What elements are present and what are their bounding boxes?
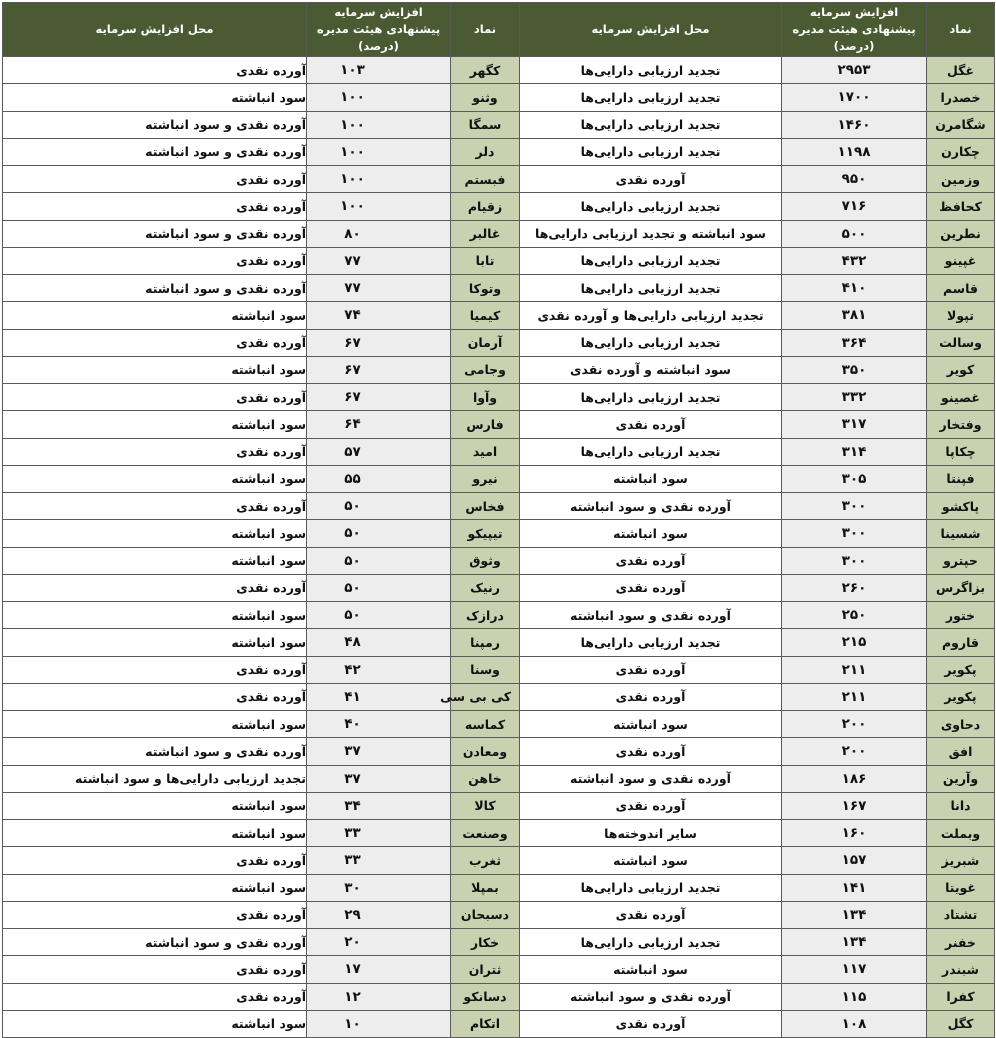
increase-percent-cell: ۱۰۰: [307, 166, 451, 193]
source-cell: تجدید ارزیابی دارایی‌ها: [520, 874, 782, 901]
table-row: [3, 247, 995, 274]
symbol-cell: خفنر: [927, 929, 995, 956]
source-cell: سود انباشته: [3, 820, 307, 847]
source-cell: آورده نقدی: [520, 574, 782, 601]
table-row: [3, 111, 995, 138]
symbol-cell: خکار: [451, 929, 520, 956]
symbol-cell: وجامی: [451, 356, 520, 383]
symbol-cell: شگامرن: [927, 111, 995, 138]
table-row: [3, 602, 995, 629]
table-body: [3, 57, 995, 1038]
symbol-cell: نطرین: [927, 220, 995, 247]
source-cell: سود انباشته: [3, 356, 307, 383]
symbol-cell: کالا: [451, 792, 520, 819]
table-row: [3, 520, 995, 547]
source-cell: تجدید ارزیابی دارایی‌ها: [520, 384, 782, 411]
source-cell: سود انباشته: [3, 711, 307, 738]
increase-percent-cell: ۱۶۰: [782, 820, 927, 847]
increase-percent-cell: ۱۱۷: [782, 956, 927, 983]
increase-percent-cell: ۳۰: [307, 874, 451, 901]
source-cell: سود انباشته: [3, 411, 307, 438]
increase-percent-cell: ۴۱: [307, 683, 451, 710]
source-cell: آورده نقدی و سود انباشته: [3, 138, 307, 165]
header-increase-left: افزایش سرمایه پیشنهادی هیئت مدیره (درصد): [307, 3, 451, 57]
symbol-cell: کفرا: [927, 983, 995, 1010]
symbol-cell: کحافظ: [927, 193, 995, 220]
increase-percent-cell: ۱۱۹۸: [782, 138, 927, 165]
increase-percent-cell: ۱۳۴: [782, 929, 927, 956]
increase-percent-cell: ۳۶۴: [782, 329, 927, 356]
increase-percent-cell: ۲۱۱: [782, 656, 927, 683]
source-cell: تجدید ارزیابی دارایی‌ها: [520, 57, 782, 84]
symbol-cell: پاکشو: [927, 493, 995, 520]
increase-percent-cell: ۵۷: [307, 438, 451, 465]
symbol-cell: قاروم: [927, 629, 995, 656]
table-header-row: [3, 3, 995, 57]
source-cell: آورده نقدی: [3, 247, 307, 274]
header-increase-right: افزایش سرمایه پیشنهادی هیئت مدیره (درصد): [782, 3, 927, 57]
increase-percent-cell: ۵۰: [307, 520, 451, 547]
increase-percent-cell: ۱۷۰۰: [782, 84, 927, 111]
source-cell: سود انباشته: [520, 520, 782, 547]
table-row: [3, 1010, 995, 1037]
symbol-cell: وثنو: [451, 84, 520, 111]
increase-percent-cell: ۱۵۷: [782, 847, 927, 874]
source-cell: آورده نقدی: [3, 574, 307, 601]
increase-percent-cell: ۲۵۰: [782, 602, 927, 629]
source-cell: آورده نقدی و سود انباشته: [520, 765, 782, 792]
increase-percent-cell: ۱۳۴: [782, 901, 927, 928]
symbol-cell: حپترو: [927, 547, 995, 574]
table-row: [3, 329, 995, 356]
source-cell: آورده نقدی: [3, 656, 307, 683]
increase-percent-cell: ۲۰۰: [782, 711, 927, 738]
symbol-cell: ثتران: [451, 956, 520, 983]
table-row: [3, 275, 995, 302]
symbol-cell: غپینو: [927, 247, 995, 274]
symbol-cell: وفتخار: [927, 411, 995, 438]
increase-percent-cell: ۴۳۲: [782, 247, 927, 274]
source-cell: آورده نقدی: [520, 411, 782, 438]
symbol-cell: تیپیکو: [451, 520, 520, 547]
increase-percent-cell: ۳۰۰: [782, 520, 927, 547]
symbol-cell: تابا: [451, 247, 520, 274]
table-row: [3, 629, 995, 656]
symbol-cell: شسینا: [927, 520, 995, 547]
table-row: [3, 738, 995, 765]
symbol-cell: وسالت: [927, 329, 995, 356]
symbol-cell: شبریز: [927, 847, 995, 874]
increase-percent-cell: ۱۱۵: [782, 983, 927, 1010]
source-cell: تجدید ارزیابی دارایی‌ها: [520, 329, 782, 356]
source-cell: تجدید ارزیابی دارایی‌ها: [520, 438, 782, 465]
source-cell: آورده نقدی: [3, 384, 307, 411]
source-cell: سود انباشته: [3, 302, 307, 329]
source-cell: سود انباشته: [3, 1010, 307, 1037]
header-source-right: محل افزایش سرمایه: [520, 3, 782, 57]
increase-percent-cell: ۱۰۰: [307, 84, 451, 111]
symbol-cell: دلر: [451, 138, 520, 165]
increase-percent-cell: ۱۰۸: [782, 1010, 927, 1037]
table-row: [3, 193, 995, 220]
table-row: [3, 411, 995, 438]
header-symbol-left: نماد: [451, 3, 520, 57]
symbol-cell: وآوا: [451, 384, 520, 411]
source-cell: سود انباشته: [3, 792, 307, 819]
source-cell: سود انباشته: [3, 84, 307, 111]
source-cell: آورده نقدی: [520, 792, 782, 819]
source-cell: آورده نقدی و سود انباشته: [520, 602, 782, 629]
source-cell: آورده نقدی: [520, 683, 782, 710]
symbol-cell: غالبر: [451, 220, 520, 247]
source-cell: تجدید ارزیابی دارایی‌ها: [520, 111, 782, 138]
symbol-cell: فپنتا: [927, 465, 995, 492]
table-row: [3, 166, 995, 193]
symbol-cell: بمپلا: [451, 874, 520, 901]
source-cell: آورده نقدی و سود انباشته: [520, 983, 782, 1010]
increase-percent-cell: ۳۰۰: [782, 547, 927, 574]
table-row: [3, 711, 995, 738]
increase-percent-cell: ۵۵: [307, 465, 451, 492]
source-cell: تجدید ارزیابی دارایی‌ها: [520, 247, 782, 274]
symbol-cell: دسبحان: [451, 901, 520, 928]
increase-percent-cell: ۶۷: [307, 384, 451, 411]
table-row: [3, 874, 995, 901]
source-cell: آورده نقدی و سود انباشته: [3, 738, 307, 765]
symbol-cell: خصدرا: [927, 84, 995, 111]
source-cell: آورده نقدی و سود انباشته: [3, 220, 307, 247]
symbol-cell: دانا: [927, 792, 995, 819]
source-cell: تجدید ارزیابی دارایی‌ها و آورده نقدی: [520, 302, 782, 329]
symbol-cell: آرمان: [451, 329, 520, 356]
source-cell: آورده نقدی: [3, 438, 307, 465]
header-symbol-right: نماد: [927, 3, 995, 57]
increase-percent-cell: ۷۴: [307, 302, 451, 329]
symbol-cell: نیرو: [451, 465, 520, 492]
symbol-cell: غویتا: [927, 874, 995, 901]
table-row: [3, 983, 995, 1010]
table-row: [3, 302, 995, 329]
source-cell: آورده نقدی: [3, 57, 307, 84]
increase-percent-cell: ۶۷: [307, 356, 451, 383]
table-row: [3, 847, 995, 874]
source-cell: سود انباشته: [3, 520, 307, 547]
source-cell: تجدید ارزیابی دارایی‌ها: [520, 929, 782, 956]
source-cell: سود انباشته: [3, 602, 307, 629]
symbol-cell: کیمیا: [451, 302, 520, 329]
increase-percent-cell: ۸۰: [307, 220, 451, 247]
table-row: [3, 138, 995, 165]
increase-percent-cell: ۵۰: [307, 493, 451, 520]
increase-percent-cell: ۳۷: [307, 765, 451, 792]
source-cell: آورده نقدی: [3, 847, 307, 874]
source-cell: آورده نقدی: [3, 329, 307, 356]
increase-percent-cell: ۱۰۳: [307, 57, 451, 84]
symbol-cell: وبملت: [927, 820, 995, 847]
table-row: [3, 84, 995, 111]
increase-percent-cell: ۲۱۵: [782, 629, 927, 656]
capital-increase-table: [2, 2, 995, 1038]
source-cell: آورده نقدی و سود انباشته: [3, 111, 307, 138]
increase-percent-cell: ۳۱۷: [782, 411, 927, 438]
table-row: [3, 465, 995, 492]
increase-percent-cell: ۵۰: [307, 574, 451, 601]
source-cell: آورده نقدی: [3, 193, 307, 220]
symbol-cell: کویر: [927, 356, 995, 383]
symbol-cell: وتوکا: [451, 275, 520, 302]
symbol-cell: تپولا: [927, 302, 995, 329]
symbol-cell: فخاس: [451, 493, 520, 520]
increase-percent-cell: ۷۱۶: [782, 193, 927, 220]
symbol-cell: پکویر: [927, 656, 995, 683]
symbol-cell: رمپنا: [451, 629, 520, 656]
symbol-cell: ومعادن: [451, 738, 520, 765]
symbol-cell: افق: [927, 738, 995, 765]
increase-percent-cell: ۵۰: [307, 547, 451, 574]
increase-percent-cell: ۶۴: [307, 411, 451, 438]
increase-percent-cell: ۴۸: [307, 629, 451, 656]
increase-percent-cell: ۳۳: [307, 820, 451, 847]
increase-percent-cell: ۳۳: [307, 847, 451, 874]
increase-percent-cell: ۳۸۱: [782, 302, 927, 329]
increase-percent-cell: ۱۶۷: [782, 792, 927, 819]
table-row: [3, 356, 995, 383]
source-cell: سود انباشته: [520, 956, 782, 983]
increase-percent-cell: ۵۰: [307, 602, 451, 629]
symbol-cell: سمگا: [451, 111, 520, 138]
source-cell: سود انباشته: [520, 711, 782, 738]
increase-percent-cell: ۳۴: [307, 792, 451, 819]
increase-percent-cell: ۲۰: [307, 929, 451, 956]
symbol-cell: کی بی سی: [451, 683, 520, 710]
source-cell: سود انباشته: [520, 847, 782, 874]
source-cell: سود انباشته: [520, 465, 782, 492]
source-cell: تجدید ارزیابی دارایی‌ها: [520, 193, 782, 220]
source-cell: آورده نقدی: [520, 656, 782, 683]
increase-percent-cell: ۱۰۰: [307, 138, 451, 165]
increase-percent-cell: ۱۰: [307, 1010, 451, 1037]
increase-percent-cell: ۲۱۱: [782, 683, 927, 710]
table-row: [3, 792, 995, 819]
symbol-cell: خاهن: [451, 765, 520, 792]
symbol-cell: شبندر: [927, 956, 995, 983]
increase-percent-cell: ۱۰۰: [307, 111, 451, 138]
table-row: [3, 683, 995, 710]
symbol-cell: دسانکو: [451, 983, 520, 1010]
source-cell: سود انباشته: [3, 547, 307, 574]
increase-percent-cell: ۳۵۰: [782, 356, 927, 383]
symbol-cell: چکاپا: [927, 438, 995, 465]
symbol-cell: وآرین: [927, 765, 995, 792]
table-row: [3, 765, 995, 792]
source-cell: تجدید ارزیابی دارایی‌ها: [520, 138, 782, 165]
symbol-cell: فبستم: [451, 166, 520, 193]
symbol-cell: چکارن: [927, 138, 995, 165]
symbol-cell: دحاوی: [927, 711, 995, 738]
table-row: [3, 956, 995, 983]
increase-percent-cell: ۱۲: [307, 983, 451, 1010]
source-cell: سایر اندوخته‌ها: [520, 820, 782, 847]
symbol-cell: اتکام: [451, 1010, 520, 1037]
symbol-cell: وثوق: [451, 547, 520, 574]
source-cell: آورده نقدی و سود انباشته: [520, 493, 782, 520]
source-cell: سود انباشته: [3, 465, 307, 492]
source-cell: آورده نقدی و سود انباشته: [3, 275, 307, 302]
increase-percent-cell: ۳۳۲: [782, 384, 927, 411]
increase-percent-cell: ۲۰۰: [782, 738, 927, 765]
table-row: [3, 929, 995, 956]
increase-percent-cell: ۱۴۱: [782, 874, 927, 901]
increase-percent-cell: ۳۰۰: [782, 493, 927, 520]
table-row: [3, 820, 995, 847]
symbol-cell: پکویر: [927, 683, 995, 710]
table-row: [3, 220, 995, 247]
table-row: [3, 547, 995, 574]
source-cell: تجدید ارزیابی دارایی‌ها: [520, 275, 782, 302]
table-row: [3, 384, 995, 411]
symbol-cell: وزمین: [927, 166, 995, 193]
increase-percent-cell: ۳۰۵: [782, 465, 927, 492]
table-row: [3, 574, 995, 601]
symbol-cell: زقیام: [451, 193, 520, 220]
source-cell: آورده نقدی: [3, 166, 307, 193]
symbol-cell: غگل: [927, 57, 995, 84]
table-row: [3, 901, 995, 928]
source-cell: سود انباشته و آورده نقدی: [520, 356, 782, 383]
source-cell: آورده نقدی: [520, 166, 782, 193]
increase-percent-cell: ۴۲: [307, 656, 451, 683]
increase-percent-cell: ۱۴۶۰: [782, 111, 927, 138]
source-cell: تجدید ارزیابی دارایی‌ها: [520, 84, 782, 111]
header-source-left: محل افزایش سرمایه: [3, 3, 307, 57]
source-cell: آورده نقدی: [520, 1010, 782, 1037]
symbol-cell: درازک: [451, 602, 520, 629]
source-cell: آورده نقدی: [3, 956, 307, 983]
symbol-cell: قاسم: [927, 275, 995, 302]
increase-percent-cell: ۱۰۰: [307, 193, 451, 220]
symbol-cell: کگهر: [451, 57, 520, 84]
increase-percent-cell: ۲۹: [307, 901, 451, 928]
symbol-cell: رنیک: [451, 574, 520, 601]
increase-percent-cell: ۳۷: [307, 738, 451, 765]
increase-percent-cell: ۳۱۴: [782, 438, 927, 465]
source-cell: آورده نقدی: [520, 547, 782, 574]
increase-percent-cell: ۲۶۰: [782, 574, 927, 601]
symbol-cell: ثغرب: [451, 847, 520, 874]
symbol-cell: وصنعت: [451, 820, 520, 847]
increase-percent-cell: ۱۸۶: [782, 765, 927, 792]
symbol-cell: وسنا: [451, 656, 520, 683]
source-cell: آورده نقدی: [520, 738, 782, 765]
table-row: [3, 57, 995, 84]
source-cell: تجدید ارزیابی دارایی‌ها و سود انباشته: [3, 765, 307, 792]
symbol-cell: فارس: [451, 411, 520, 438]
increase-percent-cell: ۲۹۵۳: [782, 57, 927, 84]
source-cell: آورده نقدی: [3, 983, 307, 1010]
symbol-cell: کماسه: [451, 711, 520, 738]
source-cell: آورده نقدی: [3, 493, 307, 520]
symbol-cell: بزاگرس: [927, 574, 995, 601]
symbol-cell: کگل: [927, 1010, 995, 1037]
table-row: [3, 438, 995, 465]
increase-percent-cell: ۱۷: [307, 956, 451, 983]
symbol-cell: امید: [451, 438, 520, 465]
increase-percent-cell: ۴۰: [307, 711, 451, 738]
source-cell: آورده نقدی و سود انباشته: [3, 929, 307, 956]
increase-percent-cell: ۴۱۰: [782, 275, 927, 302]
symbol-cell: تشتاد: [927, 901, 995, 928]
increase-percent-cell: ۷۷: [307, 247, 451, 274]
increase-percent-cell: ۷۷: [307, 275, 451, 302]
table-row: [3, 656, 995, 683]
symbol-cell: غصینو: [927, 384, 995, 411]
increase-percent-cell: ۶۷: [307, 329, 451, 356]
source-cell: آورده نقدی: [3, 683, 307, 710]
source-cell: سود انباشته: [3, 629, 307, 656]
source-cell: تجدید ارزیابی دارایی‌ها: [520, 629, 782, 656]
increase-percent-cell: ۹۵۰: [782, 166, 927, 193]
source-cell: سود انباشته: [3, 874, 307, 901]
source-cell: آورده نقدی: [520, 901, 782, 928]
source-cell: آورده نقدی: [3, 901, 307, 928]
table-row: [3, 493, 995, 520]
source-cell: سود انباشته و تجدید ارزیابی دارایی‌ها: [520, 220, 782, 247]
increase-percent-cell: ۵۰۰: [782, 220, 927, 247]
symbol-cell: ختور: [927, 602, 995, 629]
